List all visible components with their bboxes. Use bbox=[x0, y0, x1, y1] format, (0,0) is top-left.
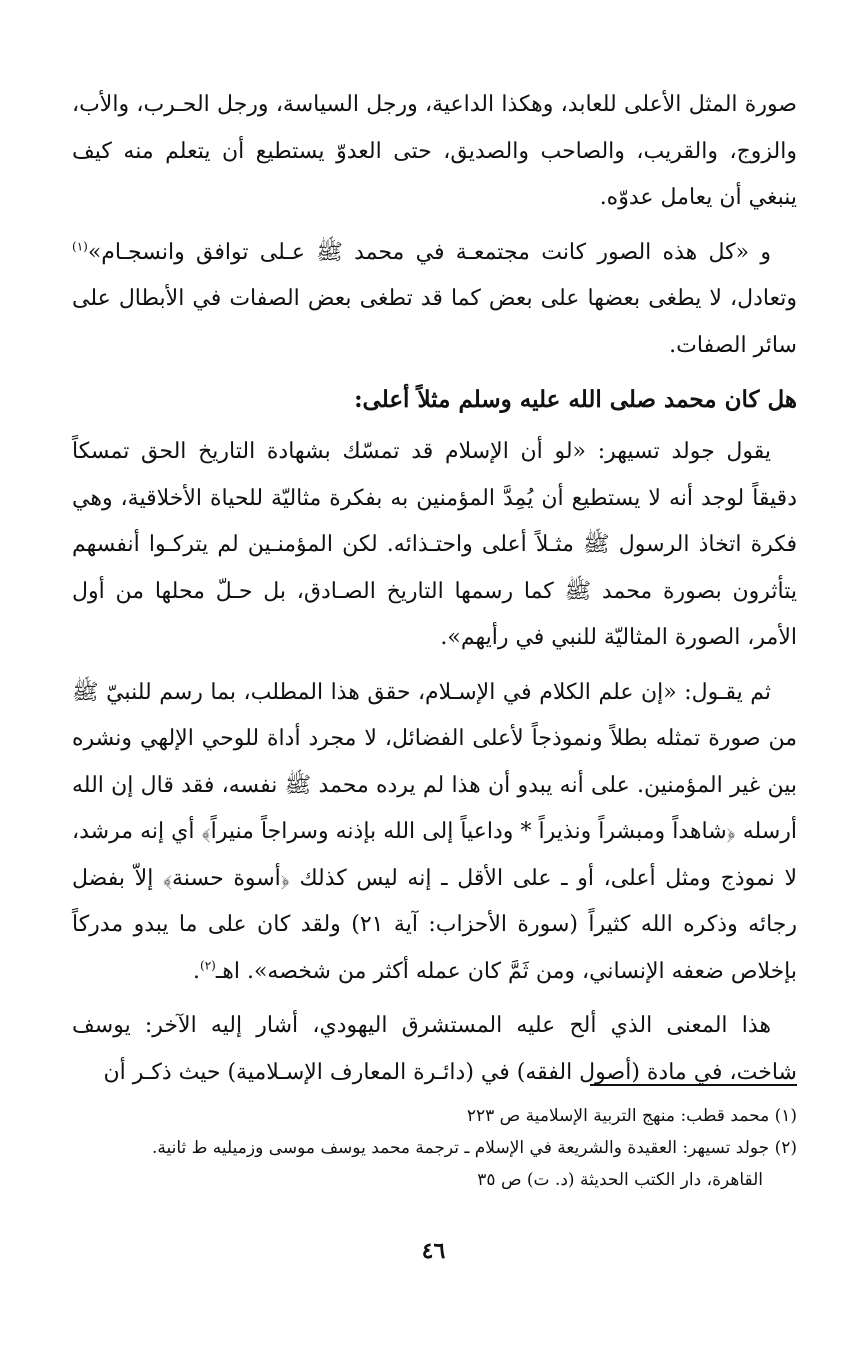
paragraph-4-end: . bbox=[193, 958, 200, 984]
footnote-2-text: جولد تسيهر: العقيدة والشريعة في الإسلام ـ ترجمة محمد يوسف موسى وزميليه ط ثانية. bbox=[151, 1138, 770, 1158]
footnote-2 bbox=[72, 1132, 797, 1196]
footnote-1-text: محمد قطب: منهج التربية الإسلامية ص ٢٢٣ bbox=[466, 1106, 770, 1126]
footnote-1 bbox=[72, 1100, 797, 1132]
footnote-2-number: (٢) bbox=[774, 1138, 797, 1158]
footnote-1-number: (١) bbox=[774, 1106, 797, 1126]
section-heading: هل كان محمد صلى الله عليه وسلم مثلاً أعلى: bbox=[354, 386, 797, 413]
paragraph-3-text: يقول جولد تسيهر: «لو أن الإسلام قد تمسّك بشهادة التاريخ الحق تمسكاً دقيقاً لوجد أنه لا يستطيع أن يُمِدَّ المؤمنين به بفكرة مثاليّة للحياة الأخلاقية، وهي فكرة اتخاذ الرسول ﷺ مثـلاً أعلى واحتـذائه. لكن المؤمنـين لم يتركـوا أنفسهم يتأثرون بصورة محمد ﷺ كما رسمها التاريخ الصـادق، بل حـلّ محلها من أول الأمر، الصورة المثاليّة للنبي في رأيهم». bbox=[72, 439, 797, 650]
paragraph-3 bbox=[72, 429, 797, 662]
footnote-ref-2[interactable]: (٢) bbox=[200, 958, 216, 973]
footnotes bbox=[72, 1100, 797, 1196]
paragraph-2 bbox=[72, 230, 797, 370]
page-body bbox=[72, 82, 797, 1104]
paragraph-5 bbox=[72, 1003, 797, 1096]
page-number: ٤٦ bbox=[421, 1238, 446, 1264]
paragraph-1 bbox=[72, 82, 797, 222]
footnote-separator bbox=[590, 1084, 797, 1086]
paragraph-4-text: ثم يقـول: «إن علم الكلام في الإسـلام، حقق هذا المطلب، بما رسم للنبيّ ﷺ من صورة تمثله بطلاً ونموذجاً لأعلى الفضائل، لا مجرد أداة للوحي الإلهي ونشره بين غير المؤمنين. على أنه يبدو أن هذا لم يرده محمد ﷺ نفسه، فقد قال إن الله أرسله ﴿شاهداً ومبشراً ونذيراً * وداعياً إلى الله بإذنه وسراجاً منيراً﴾ أي إنه مرشد، لا نموذج ومثل أعلى، أو ـ على الأقل ـ إنه ليس كذلك ﴿أسوة حسنة﴾ إلاّ بفضل رجائه وذكره الله كثيراً (سورة الأحزاب: آية ٢١) ولقد كان على ما يبدو مدركاً بإخلاص ضعفه الإنساني، ومن ثَمَّ كان عمله أكثر من شخصه». اهـ bbox=[72, 679, 797, 984]
paragraph-1-text: صورة المثل الأعلى للعابد، وهكذا الداعية، ورجل السياسة، ورجل الحـرب، والأب، والزوج، والقريب، والصاحب والصديق، حتى العدوّ يستطيع أن يتعلم منه كيف ينبغي أن يعامل عدوّه. bbox=[72, 92, 797, 210]
footnote-2-continuation: القاهرة، دار الكتب الحديثة (د. ت) ص ٣٥ bbox=[477, 1170, 763, 1190]
footnote-ref-1[interactable]: (١) bbox=[72, 239, 88, 254]
paragraph-2-text: و «كل هذه الصور كانت مجتمعـة في محمد ﷺ عـلى توافق وانسجـام» bbox=[87, 239, 771, 265]
paragraph-2-tail: وتعادل، لا يطغى بعضها على بعض كما قد تطغى بعض الصفات في الأبطال على سائر الصفات. bbox=[72, 286, 797, 358]
paragraph-4 bbox=[72, 670, 797, 996]
paragraph-5-text: هذا المعنى الذي ألح عليه المستشرق اليهودي، أشار إليه الآخر: يوسف شاخت، في مادة (أصول الفقه) في (دائـرة المعارف الإسـلامية) حيث ذكـر أن bbox=[72, 1013, 797, 1085]
